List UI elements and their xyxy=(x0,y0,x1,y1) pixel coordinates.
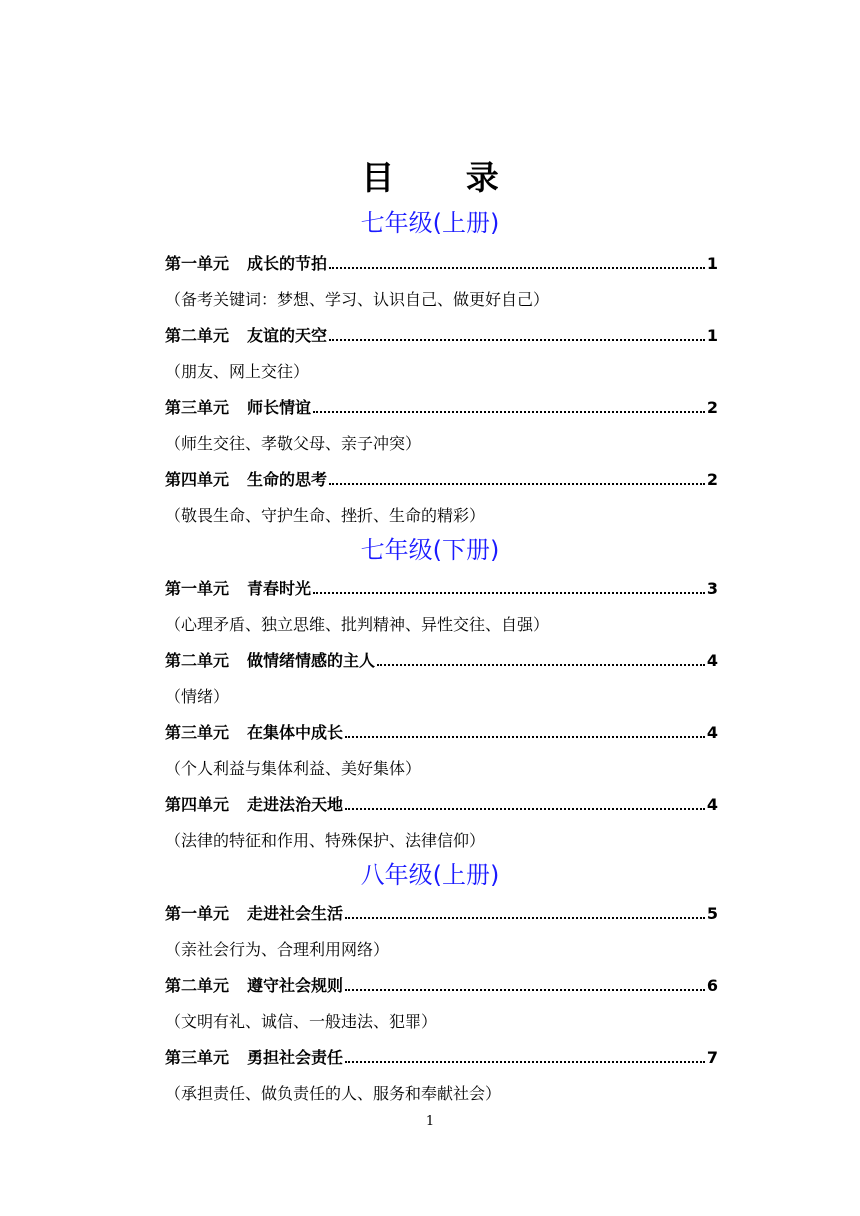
toc-entry[interactable] xyxy=(165,650,718,672)
toc-entry[interactable] xyxy=(165,397,718,419)
grade-heading-7a: 七年级(上册) xyxy=(360,209,500,237)
unit-title: 走进法治天地 xyxy=(247,795,344,814)
page-ref: 3 xyxy=(706,579,718,598)
unit-keywords: （敬畏生命、守护生命、挫折、生命的精彩） xyxy=(165,506,486,525)
unit-keywords: （朋友、网上交往） xyxy=(165,362,310,381)
grade-heading-7b: 七年级(下册) xyxy=(360,536,500,564)
unit-number: 第三单元 xyxy=(165,723,230,742)
unit-keywords: （亲社会行为、合理利用网络） xyxy=(165,940,390,959)
toc-entry[interactable] xyxy=(165,975,718,997)
page-ref: 1 xyxy=(706,254,718,273)
unit-title: 生命的思考 xyxy=(247,470,328,489)
unit-number: 第二单元 xyxy=(165,976,230,995)
unit-title: 在集体中成长 xyxy=(247,723,344,742)
unit-number: 第一单元 xyxy=(165,904,230,923)
toc-entry[interactable] xyxy=(165,794,718,816)
page-ref: 4 xyxy=(706,795,718,814)
dot-leader xyxy=(329,339,705,341)
page-ref: 4 xyxy=(706,651,718,670)
dot-leader xyxy=(329,267,705,269)
dot-leader xyxy=(345,1061,705,1063)
unit-number: 第四单元 xyxy=(165,470,230,489)
unit-title: 青春时光 xyxy=(247,579,312,598)
unit-keywords: （承担责任、做负责任的人、服务和奉献社会） xyxy=(165,1084,502,1103)
page-ref: 2 xyxy=(706,470,718,489)
unit-keywords: （文明有礼、诚信、一般违法、犯罪） xyxy=(165,1012,438,1031)
grade-heading-8a: 八年级(上册) xyxy=(360,861,500,889)
page-ref: 5 xyxy=(706,904,718,923)
toc-entry[interactable] xyxy=(165,469,718,491)
unit-number: 第四单元 xyxy=(165,795,230,814)
unit-keywords: （备考关键词：梦想、学习、认识自己、做更好自己） xyxy=(165,290,550,309)
dot-leader xyxy=(313,411,705,413)
unit-title: 师长情谊 xyxy=(247,398,312,417)
unit-keywords: （心理矛盾、独立思维、批判精神、异性交往、自强） xyxy=(165,615,550,634)
unit-title: 遵守社会规则 xyxy=(247,976,344,995)
toc-entry[interactable] xyxy=(165,578,718,600)
dot-leader xyxy=(313,592,705,594)
page-ref: 1 xyxy=(706,326,718,345)
unit-number: 第三单元 xyxy=(165,398,230,417)
page-ref: 2 xyxy=(706,398,718,417)
unit-number: 第二单元 xyxy=(165,651,230,670)
document-title: 目 录 xyxy=(361,158,529,197)
page-ref: 7 xyxy=(706,1048,718,1067)
dot-leader xyxy=(329,483,705,485)
dot-leader xyxy=(345,808,705,810)
unit-title: 友谊的天空 xyxy=(247,326,328,345)
unit-title: 做情绪情感的主人 xyxy=(247,651,376,670)
dot-leader xyxy=(345,917,705,919)
unit-number: 第三单元 xyxy=(165,1048,230,1067)
toc-entry[interactable] xyxy=(165,722,718,744)
page-number: 1 xyxy=(425,1114,435,1129)
unit-title: 走进社会生活 xyxy=(247,904,344,923)
dot-leader xyxy=(345,736,705,738)
unit-keywords: （个人利益与集体利益、美好集体） xyxy=(165,759,422,778)
page-ref: 6 xyxy=(706,976,718,995)
dot-leader xyxy=(345,989,705,991)
unit-number: 第二单元 xyxy=(165,326,230,345)
toc-entry[interactable] xyxy=(165,325,718,347)
page-ref: 4 xyxy=(706,723,718,742)
dot-leader xyxy=(377,664,705,666)
unit-keywords: （师生交往、孝敬父母、亲子冲突） xyxy=(165,434,422,453)
unit-number: 第一单元 xyxy=(165,254,230,273)
unit-keywords: （情绪） xyxy=(165,687,230,706)
unit-title: 勇担社会责任 xyxy=(247,1048,344,1067)
toc-entry[interactable] xyxy=(165,253,718,275)
unit-keywords: （法律的特征和作用、特殊保护、法律信仰） xyxy=(165,831,486,850)
unit-number: 第一单元 xyxy=(165,579,230,598)
unit-title: 成长的节拍 xyxy=(247,254,328,273)
toc-entry[interactable] xyxy=(165,1047,718,1069)
toc-entry[interactable] xyxy=(165,903,718,925)
